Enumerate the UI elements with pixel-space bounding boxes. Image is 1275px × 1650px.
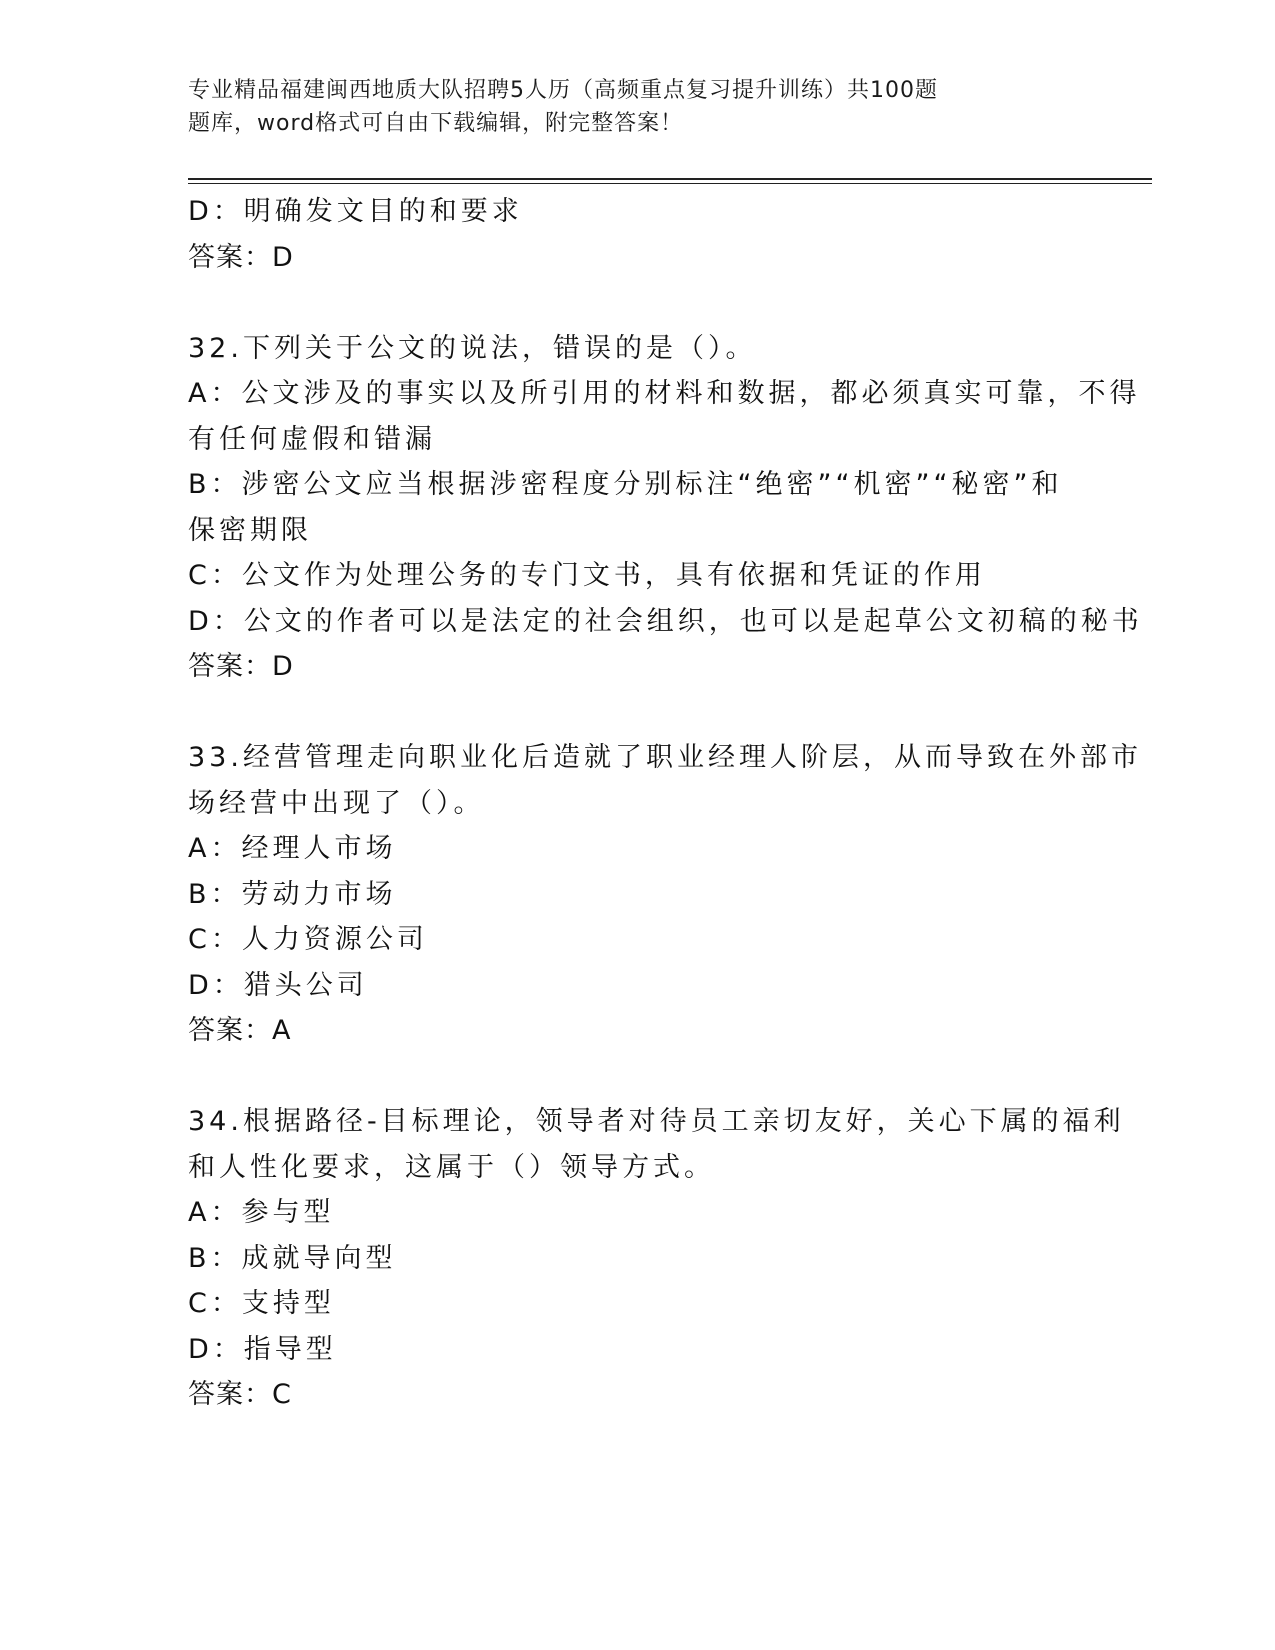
option-a: A：参与型 — [188, 1197, 335, 1228]
option-d: D：指导型 — [188, 1333, 337, 1365]
option-a-continued: 有任何虚假和错漏 — [188, 423, 436, 455]
document-body — [188, 189, 1143, 1418]
option-b: B：劳动力市场 — [188, 878, 397, 910]
answer-line: 答案：C — [188, 1379, 292, 1410]
option-c: C：公文作为处理公务的专门文书，具有依据和凭证的作用 — [188, 560, 986, 591]
spacer — [188, 1054, 1088, 1100]
option-a: A：经理人市场 — [188, 833, 397, 864]
option-d: D：猎头公司 — [188, 969, 368, 1001]
question-stem: 33.经营管理走向职业化后造就了职业经理人阶层，从而导致在外部市 — [188, 742, 1142, 773]
question-stem-continued: 和人性化要求，这属于（）领导方式。 — [188, 1151, 715, 1183]
header-line-2: 题库，word格式可自由下载编辑，附完整答案！ — [188, 111, 684, 136]
option-b-continued: 保密期限 — [188, 514, 312, 546]
document-header — [188, 74, 1148, 140]
spacer — [188, 280, 1088, 326]
option-a: A：公文涉及的事实以及所引用的材料和数据，都必须真实可靠，不得 — [188, 378, 1141, 409]
answer-line: 答案：D — [188, 241, 294, 273]
question-33 — [188, 735, 1142, 1054]
header-divider-thin — [188, 183, 1152, 184]
option-c: C：人力资源公司 — [188, 924, 428, 955]
answer-line: 答案：D — [188, 651, 294, 682]
option-b: B：涉密公文应当根据涉密程度分别标注“绝密”“机密”“秘密”和 — [188, 469, 1063, 500]
question-34 — [188, 1099, 1125, 1418]
spacer — [188, 690, 1088, 736]
option-d: D：公文的作者可以是法定的社会组织，也可以是起草公文初稿的秘书 — [188, 605, 1143, 637]
question-32 — [188, 326, 1143, 690]
question-stem-continued: 场经营中出现了（）。 — [188, 787, 485, 819]
question-stem: 32.下列关于公文的说法，错误的是（）。 — [188, 332, 757, 364]
option-d: D：明确发文目的和要求 — [188, 196, 523, 227]
header-divider-thick — [188, 178, 1152, 180]
answer-line: 答案：A — [188, 1015, 292, 1046]
header-line-1: 专业精品福建闽西地质大队招聘5人历（高频重点复习提升训练）共100题 — [188, 78, 938, 103]
option-c: C：支持型 — [188, 1288, 335, 1319]
question-stem: 34.根据路径-目标理论，领导者对待员工亲切友好，关心下属的福利 — [188, 1106, 1125, 1137]
option-b: B：成就导向型 — [188, 1242, 397, 1274]
